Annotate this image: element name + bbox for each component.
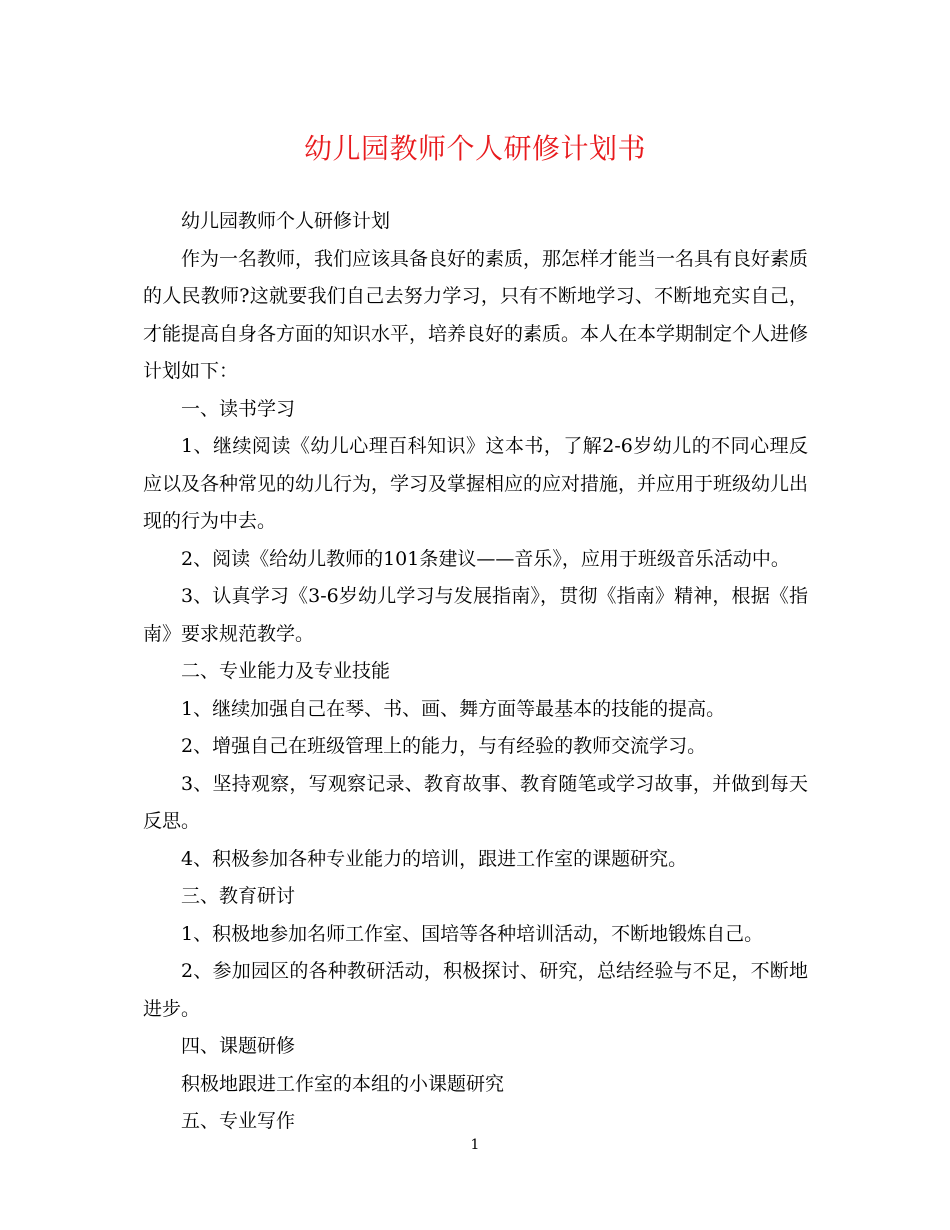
document-body: [143, 203, 808, 1141]
page-number: 1: [470, 1137, 480, 1153]
paragraph-reading-2: 2、阅读《给幼儿教师的101条建议——音乐》，应用于班级音乐活动中。: [181, 547, 790, 570]
section-heading-writing: 五、专业写作: [181, 1110, 296, 1132]
paragraph-skills-2: 2、增强自己在班级管理上的能力，与有经验的教师交流学习。: [181, 735, 707, 757]
section-heading-reading: 一、读书学习: [181, 397, 296, 420]
paragraph-skills-1: 1、继续加强自己在琴、书、画、舞方面等最基本的技能的提高。: [181, 697, 726, 720]
document-title: 幼儿园教师个人研修计划书: [303, 132, 646, 165]
section-heading-research: 三、教育研讨: [181, 885, 296, 907]
section-heading-topic: 四、课题研修: [181, 1035, 296, 1057]
section-heading-skills: 二、专业能力及专业技能: [181, 660, 391, 682]
paragraph-skills-4: 4、积极参加各种专业能力的培训，跟进工作室的课题研究。: [181, 847, 688, 870]
paragraph-research-1: 1、积极地参加名师工作室、国培等各种培训活动，不断地锻炼自己。: [181, 922, 764, 945]
paragraph-reading-3: 3、认真学习《3-6岁幼儿学习与发展指南》，贯彻《指南》精神，根据《指南》要求规范教学。: [143, 585, 808, 645]
paragraph-subtitle: 幼儿园教师个人研修计划: [181, 210, 391, 232]
paragraph-reading-1: 1、继续阅读《幼儿心理百科知识》这本书，了解2-6岁幼儿的不同心理反应以及各种常见的幼儿行为，学习及掌握相应的应对措施，并应用于班级幼儿出现的行为中去。: [143, 435, 809, 532]
paragraph-topic-1: 积极地跟进工作室的本组的小课题研究: [181, 1072, 505, 1095]
paragraph-skills-3: 3、坚持观察，写观察记录、教育故事、教育随笔或学习故事，并做到每天反思。: [143, 772, 808, 832]
paragraph-intro: 作为一名教师，我们应该具备良好的素质，那怎样才能当一名具有良好素质的人民教师?这就要我们自己去努力学习，只有不断地学习、不断地充实自己，才能提高自身各方面的知识水平，培养良好的素质。本人在本学期制定个人进修计划如下：: [143, 247, 809, 382]
paragraph-research-2: 2、参加园区的各种教研活动，积极探讨、研究，总结经验与不足，不断地进步。: [143, 960, 808, 1020]
